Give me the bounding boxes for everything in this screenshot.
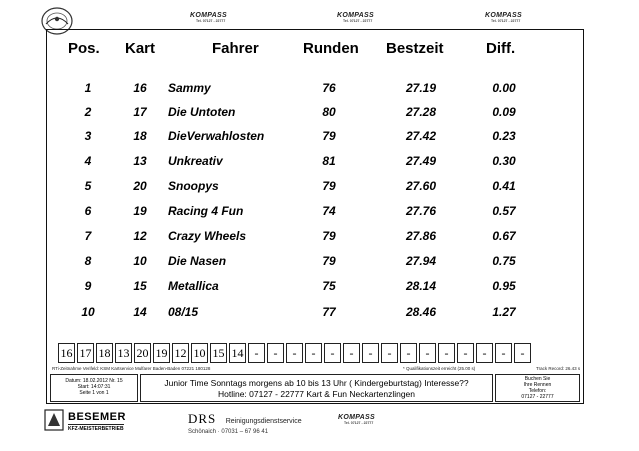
- kompass-logo: KOMPASS Tel. 07127 - 22777: [337, 12, 374, 23]
- row-fahrer: Metallica: [168, 279, 219, 293]
- qualification-note: * Qualifikationszeit erreicht (25.00 s): [403, 366, 476, 371]
- table-row: [0, 279, 639, 299]
- row-kart: 13: [133, 154, 147, 168]
- besemer-emblem-icon: [44, 408, 64, 432]
- row-kart: 12: [133, 229, 147, 243]
- kart-box: 19: [153, 343, 170, 363]
- track-record-note: Track Record: 26.43 s: [536, 366, 581, 371]
- verifier-note: RTi-Zeitnahme Verifeld: KSM Kartservice Mulfarer Baden-Baden 07221 180128: [52, 366, 211, 371]
- drs-description: Reinigungsdienstservice: [225, 418, 302, 425]
- drs-name: DRS: [188, 411, 217, 426]
- booking-line-2: Ihre Rennen: [523, 382, 552, 388]
- kart-box: 20: [134, 343, 151, 363]
- row-pos: 9: [84, 279, 92, 293]
- row-diff: 0.57: [492, 204, 516, 218]
- row-diff: 0.67: [492, 229, 516, 243]
- drs-logo: [188, 410, 302, 435]
- row-bestzeit: 27.76: [405, 204, 437, 218]
- table-row: [0, 154, 639, 174]
- kart-box: -: [476, 343, 493, 363]
- kart-box: 13: [115, 343, 132, 363]
- row-pos: 6: [84, 204, 92, 218]
- announcement-box: [140, 374, 493, 402]
- kart-box: 15: [210, 343, 227, 363]
- table-row: [0, 204, 639, 224]
- row-pos: 4: [84, 154, 92, 168]
- row-pos: 7: [84, 229, 92, 243]
- row-kart: 14: [133, 305, 147, 319]
- header-fahrer: Fahrer: [212, 40, 259, 57]
- kart-box: -: [248, 343, 265, 363]
- row-runden: 77: [322, 305, 336, 319]
- row-runden: 79: [322, 229, 336, 243]
- race-info-box: [50, 374, 138, 402]
- row-runden: 74: [322, 204, 336, 218]
- row-fahrer: Die Nasen: [168, 254, 227, 268]
- row-fahrer: Racing 4 Fun: [168, 204, 244, 218]
- row-kart: 16: [133, 81, 147, 95]
- row-fahrer: Unkreativ: [168, 154, 223, 168]
- besemer-subtitle: KFZ-MEISTERBETRIEB: [68, 426, 124, 432]
- row-diff: 0.23: [492, 129, 516, 143]
- row-bestzeit: 27.49: [405, 154, 437, 168]
- row-runden: 75: [322, 279, 336, 293]
- kart-box: -: [381, 343, 398, 363]
- announcement-line-2: Hotline: 07127 - 22777 Kart & Fun Neckartenzlingen: [217, 389, 416, 399]
- row-diff: 0.00: [492, 81, 516, 95]
- kompass-logo: KOMPASS Tel. 07127 - 22777: [190, 12, 227, 23]
- kart-box: -: [362, 343, 379, 363]
- kart-order-boxes: [58, 343, 533, 363]
- kart-box: 10: [191, 343, 208, 363]
- drs-address: Schönaich · 07031 – 67 96 41: [188, 429, 269, 435]
- kart-box: 12: [172, 343, 189, 363]
- row-diff: 0.09: [492, 105, 516, 119]
- row-kart: 10: [133, 254, 147, 268]
- header-pos: Pos.: [68, 40, 100, 57]
- booking-line-1: Buchen Sie: [524, 376, 551, 382]
- row-fahrer: 08/15: [168, 305, 199, 319]
- table-row: [0, 105, 639, 125]
- row-kart: 19: [133, 204, 147, 218]
- row-fahrer: Snoopys: [168, 179, 219, 193]
- header-bestzeit: Bestzeit: [386, 40, 444, 57]
- row-diff: 0.41: [492, 179, 516, 193]
- row-runden: 81: [322, 154, 336, 168]
- row-kart: 17: [133, 105, 147, 119]
- row-diff: 1.27: [492, 305, 516, 319]
- kart-box: -: [267, 343, 284, 363]
- booking-line-4: 07127 - 22777: [521, 394, 554, 400]
- row-runden: 76: [322, 81, 336, 95]
- row-bestzeit: 27.42: [405, 129, 437, 143]
- row-pos: 1: [84, 81, 92, 95]
- row-runden: 79: [322, 179, 336, 193]
- row-pos: 2: [84, 105, 92, 119]
- race-start: Start: 14:07:31: [77, 384, 111, 390]
- booking-box: [495, 374, 580, 402]
- row-runden: 79: [322, 254, 336, 268]
- row-bestzeit: 27.94: [405, 254, 437, 268]
- row-bestzeit: 27.86: [405, 229, 437, 243]
- header-runden: Runden: [303, 40, 359, 57]
- table-row: [0, 254, 639, 274]
- kart-box: 16: [58, 343, 75, 363]
- table-row: [0, 129, 639, 149]
- row-pos: 10: [81, 305, 95, 319]
- kart-box: -: [305, 343, 322, 363]
- kart-box: -: [438, 343, 455, 363]
- row-kart: 15: [133, 279, 147, 293]
- row-runden: 80: [322, 105, 336, 119]
- row-bestzeit: 28.14: [405, 279, 437, 293]
- kart-box: 18: [96, 343, 113, 363]
- header-diff: Diff.: [486, 40, 516, 57]
- table-row: [0, 179, 639, 199]
- row-pos: 5: [84, 179, 92, 193]
- table-row: [0, 305, 639, 325]
- race-date: Datum: 18.02.2012 Nr. 15: [65, 378, 123, 384]
- row-kart: 20: [133, 179, 147, 193]
- kart-box: 14: [229, 343, 246, 363]
- kart-box: -: [419, 343, 436, 363]
- announcement-line-1: Junior Time Sonntags morgens ab 10 bis 13 Uhr ( Kindergeburtstag) Interesse??: [164, 378, 469, 388]
- kart-box: -: [324, 343, 341, 363]
- kompass-footer-logo: KOMPASS Tel. 07127 - 22777: [338, 414, 375, 425]
- row-bestzeit: 27.60: [405, 179, 437, 193]
- kart-box: -: [495, 343, 512, 363]
- kart-box: -: [514, 343, 531, 363]
- kart-box: -: [343, 343, 360, 363]
- row-diff: 0.75: [492, 254, 516, 268]
- row-fahrer: Die Untoten: [168, 105, 236, 119]
- row-diff: 0.30: [492, 154, 516, 168]
- row-fahrer: Sammy: [168, 81, 211, 95]
- kart-box: -: [400, 343, 417, 363]
- row-fahrer: DieVerwahlosten: [168, 129, 265, 143]
- table-row: [0, 229, 639, 249]
- row-bestzeit: 28.46: [405, 305, 437, 319]
- row-fahrer: Crazy Wheels: [168, 229, 247, 243]
- besemer-name: BESEMER: [68, 411, 126, 423]
- row-pos: 8: [84, 254, 92, 268]
- kart-box: 17: [77, 343, 94, 363]
- row-diff: 0.95: [492, 279, 516, 293]
- header-kart: Kart: [125, 40, 156, 57]
- kart-box: -: [457, 343, 474, 363]
- kompass-logo: KOMPASS Tel. 07127 - 22777: [485, 12, 522, 23]
- table-row: [0, 81, 639, 101]
- row-kart: 18: [133, 129, 147, 143]
- kart-box: -: [286, 343, 303, 363]
- row-bestzeit: 27.19: [405, 81, 437, 95]
- row-runden: 79: [322, 129, 336, 143]
- row-bestzeit: 27.28: [405, 105, 437, 119]
- row-pos: 3: [84, 129, 92, 143]
- race-page: Seite 1 von 1: [79, 390, 109, 396]
- booking-line-3: Telefon:: [528, 388, 547, 394]
